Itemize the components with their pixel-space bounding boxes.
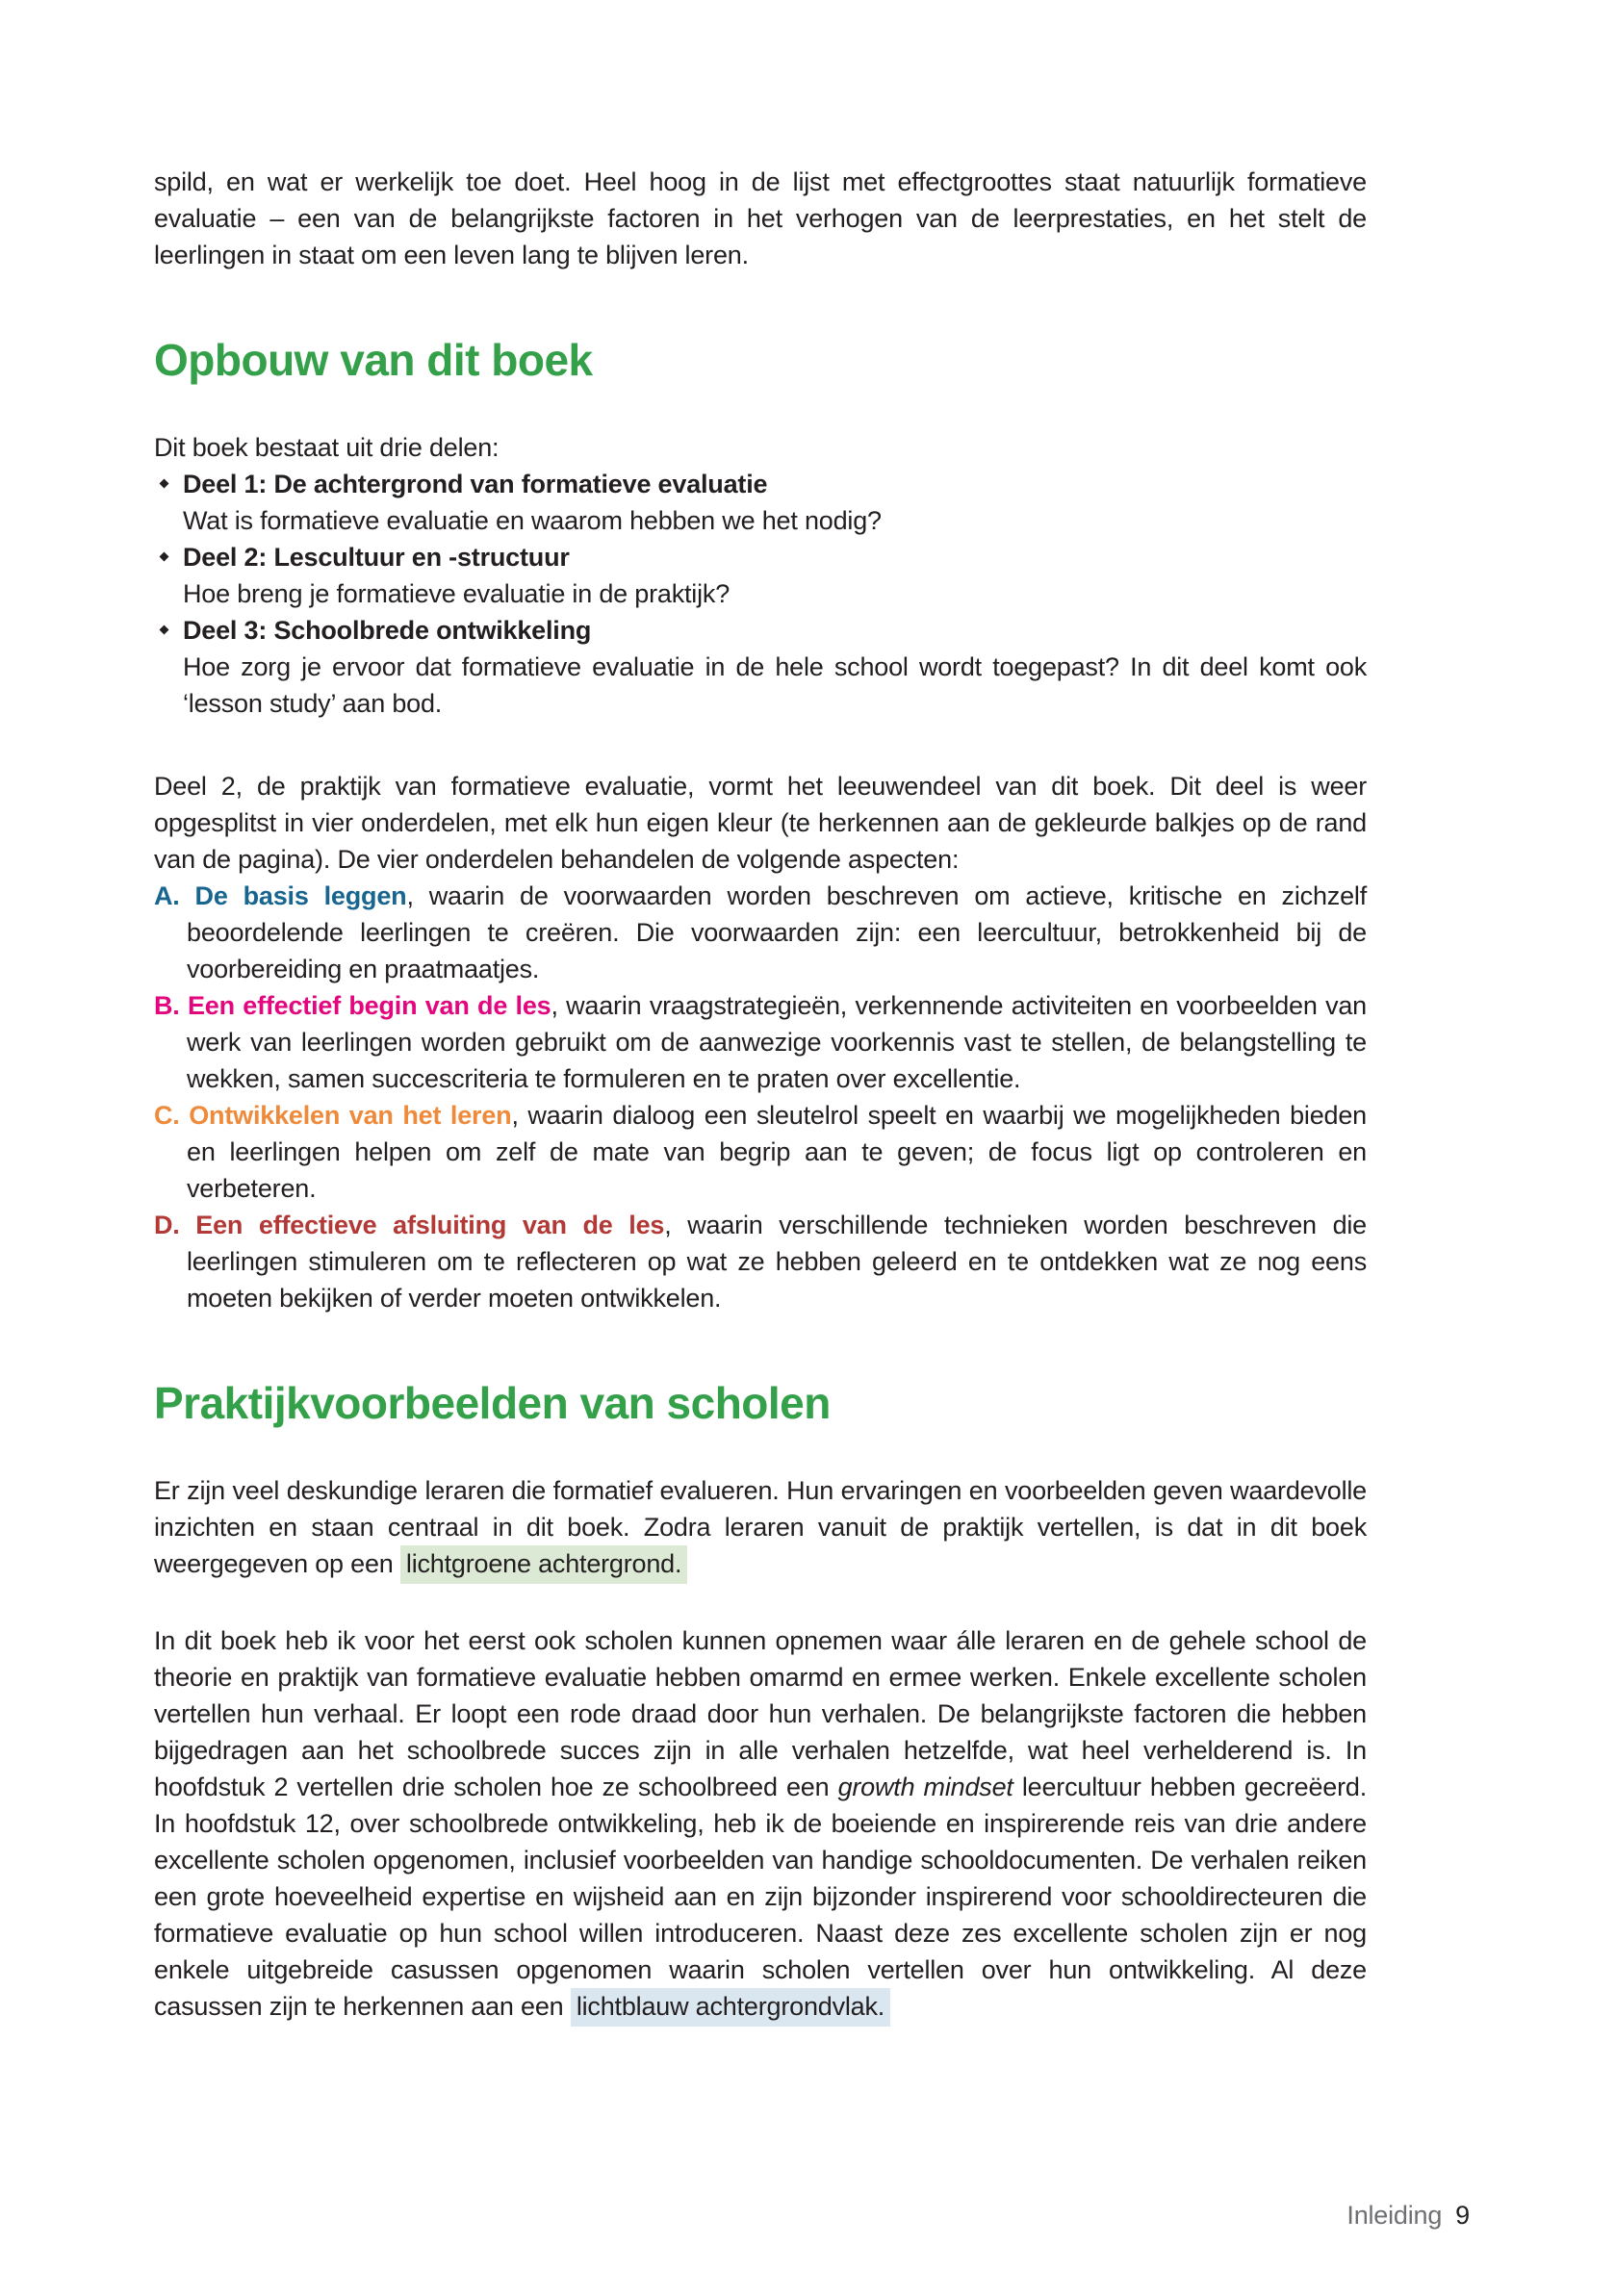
aspect-text-c: , waarin dialoog een sleutelrol speelt en waarbij we mogelijkheden bieden en leerlingen helpen om zelf de mate van begrip aan te geven; de focus ligt op controleren en verbeteren. — [187, 1101, 1367, 1203]
praktijk-paragraph-2-text-2: leercultuur hebben gecreëerd. In hoofdstuk 12, over schoolbrede ontwikkeling, heb ik de boeiende en inspirerende reis van drie andere excellente scholen opgenomen, inclusief voorbeelden van handige schooldocumenten. De verhalen reiken een grote hoeveelheid expertise en wijsheid aan en zijn bijzonder inspirerend voor schooldirecteuren die formatieve evaluatie op hun school willen introduceren. Naast deze zes excellente scholen zijn er nog enkele uitgebreide casussen opgenomen waarin scholen vertellen over hun ontwikkeling. Al deze casussen zijn te herkennen aan een — [154, 1773, 1368, 2021]
footer-page-number: 9 — [1455, 2201, 1470, 2230]
part-description: Hoe zorg je ervoor dat formatieve evaluatie in de hele school wordt toegepast? In dit deel komt ook ‘lesson study’ aan bod. — [183, 652, 1367, 718]
intro-paragraph: spild, en wat er werkelijk toe doet. Heel hoog in de lijst met effectgroottes staat natuurlijk formatieve evaluatie – een van de belangrijkste factoren in het verhogen van de leerprestaties, en het stelt de leerlingen in staat om een leven lang te blijven leren. — [154, 167, 1367, 269]
list-item — [154, 612, 1367, 722]
praktijk-paragraph-1 — [154, 1472, 1367, 1582]
text-column — [154, 164, 1367, 2025]
aspect-label-b: B. Een effectief begin van de les — [154, 991, 551, 1020]
praktijk-paragraph-2-text-1: In dit boek heb ik voor het eerst ook scholen kunnen opnemen waar álle leraren en de gehele school de theorie en praktijk van formatieve evaluatie hebben omarmd en ermee werken. Enkele excellente scholen vertellen hun verhaal. Er loopt een rode draad door hun verhalen. De belangrijkste factoren die hebben bijgedragen aan het schoolbrede succes zijn in alle verhalen hetzelfde, wat heel verhelderend is. In hoofdstuk 2 vertellen drie scholen hoe ze schoolbreed een — [154, 1626, 1367, 1801]
bullet-icon — [160, 552, 169, 562]
section-heading-opbouw: Opbouw van dit boek — [154, 335, 593, 385]
bullet-icon — [160, 625, 169, 635]
aspect-text-b: , waarin vraagstrategieën, verkennende activiteiten en voorbeelden van werk van leerlingen worden gebruikt om de aanwezige voorkennis vast te stellen, de belangstelling te wekken, samen succescriteria te formuleren en te praten over excellentie. — [187, 991, 1367, 1093]
aspect-label-d: D. Een effectieve afsluiting van de les — [154, 1211, 665, 1239]
praktijk-paragraph-2 — [154, 1622, 1367, 2025]
section-heading-praktijkvoorbeelden: Praktijkvoorbeelden van scholen — [154, 1378, 831, 1428]
praktijk-paragraph-1-text: Er zijn veel deskundige leraren die formatief evalueren. Hun ervaringen en voorbeelden geven waardevolle inzichten en staan centraal in dit boek. Zodra leraren vanuit de praktijk vertellen, is dat in dit boek weergegeven op een — [154, 1476, 1367, 1578]
growth-mindset-italic: growth mindset — [837, 1773, 1013, 1801]
aspect-text-d: , waarin verschillende technieken worden beschreven die leerlingen stimuleren om te reflecteren op wat ze hebben geleerd en te ontdekken wat ze nog eens moeten bekijken of verder moeten ontwikkelen. — [187, 1211, 1367, 1313]
part-description: Wat is formatieve evaluatie en waarom hebben we het nodig? — [183, 506, 882, 535]
light-blue-highlight: lichtblauw achtergrondvlak. — [571, 1988, 890, 2027]
page-footer — [1319, 2169, 1470, 2261]
part-title: Deel 3: Schoolbrede ontwikkeling — [183, 616, 592, 645]
part-title: Deel 2: Lescultuur en -structuur — [183, 543, 570, 572]
part-title: Deel 1: De achtergrond van formatieve evaluatie — [183, 470, 768, 498]
list-item — [154, 466, 1367, 539]
bullet-icon — [160, 479, 169, 489]
list-item — [154, 539, 1367, 612]
light-green-highlight: lichtgroene achtergrond. — [400, 1545, 687, 1584]
aspect-label-c: C. Ontwikkelen van het leren — [154, 1101, 512, 1130]
list-lead: Dit boek bestaat uit drie delen: — [154, 433, 500, 462]
aspect-item-c — [154, 1097, 1367, 1207]
part-description: Hoe breng je formatieve evaluatie in de praktijk? — [183, 579, 731, 608]
deel2-paragraph: Deel 2, de praktijk van formatieve evaluatie, vormt het leeuwendeel van dit boek. Dit deel is weer opgesplitst in vier onderdelen, met elk hun eigen kleur (te herkennen aan de gekleurde balkjes op de rand van de pagina). De vier onderdelen behandelen de volgende aspecten: — [154, 772, 1367, 874]
book-parts-list — [154, 466, 1367, 722]
aspect-item-a — [154, 878, 1367, 987]
aspect-text-a: , waarin de voorwaarden worden beschreven om actieve, kritische en zichzelf beoordelende leerlingen te creëren. Die voorwaarden zijn: een leercultuur, betrokkenheid bij de voorbereiding en praatmaatjes. — [187, 881, 1367, 983]
aspect-label-a: A. De basis leggen — [154, 881, 407, 910]
aspect-item-b — [154, 987, 1367, 1097]
aspects-list — [154, 878, 1367, 1316]
footer-section-label: Inleiding — [1346, 2201, 1443, 2230]
aspect-item-d — [154, 1207, 1367, 1316]
